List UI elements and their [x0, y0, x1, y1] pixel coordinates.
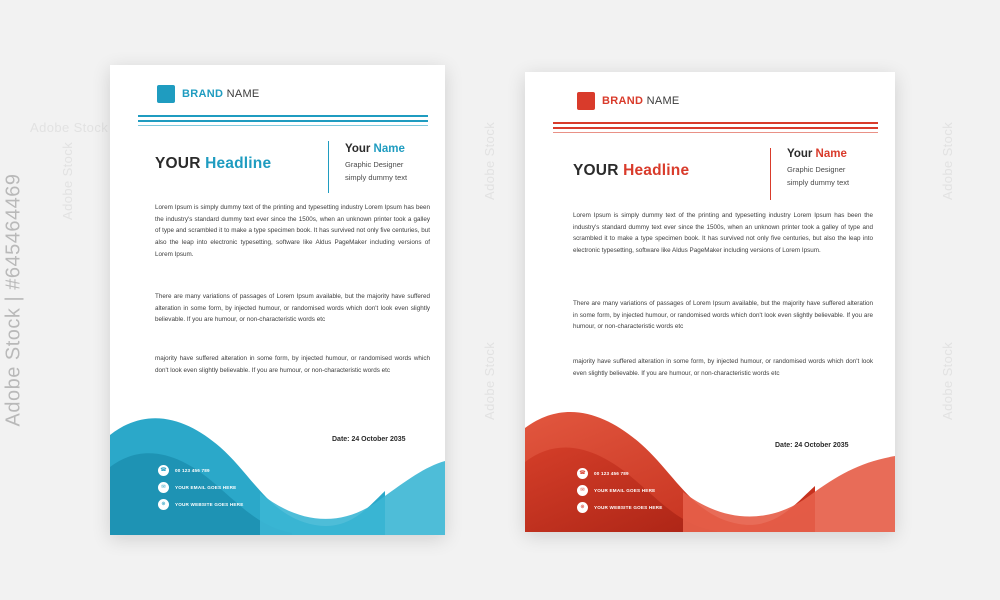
contact-row[interactable]	[577, 468, 662, 479]
brand-square-icon	[577, 92, 595, 110]
brand-name: BRAND NAME	[182, 88, 260, 100]
person-name: Your Name	[345, 143, 405, 155]
person-name: Your Name	[787, 148, 847, 160]
watermark-tile: Adobe Stock	[60, 141, 75, 220]
contact-person-block	[345, 143, 407, 182]
contact-info-list	[158, 465, 243, 510]
page-headline: YOUR Headline	[573, 162, 690, 179]
contact-row[interactable]	[158, 499, 243, 510]
decorative-wave-shape	[110, 375, 445, 535]
contact-row[interactable]	[577, 485, 662, 496]
contact-text: YOUR EMAIL GOES HERE	[594, 488, 656, 493]
divider-line	[770, 148, 771, 200]
body-paragraph-1: Lorem Ipsum is simply dummy text of the printing and typesetting industry Lorem Ipsum has been the industry's standard dummy text ever since the 1500s, when an unknown printer took a galley of type and scrambled it to make a type specimen book. It has survived not only five centuries, but also the leap into electronic typesetting, software like Aldus PageMaker including versions of Lorem Ipsum.	[155, 204, 430, 258]
phone-icon: ☎	[158, 465, 169, 476]
letterhead-red	[525, 72, 895, 532]
watermark-tile: Adobe Stock	[482, 121, 497, 200]
contact-person-block	[787, 148, 849, 187]
header-rule-2	[553, 127, 878, 129]
contact-text: YOUR WEBSITE GOES HERE	[175, 502, 244, 507]
body-paragraph-1: Lorem Ipsum is simply dummy text of the printing and typesetting industry Lorem Ipsum has been the industry's standard dummy text ever since the 1500s, when an unknown printer took a galley of type and scrambled it to make a type specimen book. It has survived not only five centuries, but also the leap into electronic typesetting, software like Aldus PageMaker including versions of Lorem Ipsum.	[573, 212, 873, 254]
date-label: Date: 24 October 2035	[332, 436, 406, 443]
contact-row[interactable]	[158, 465, 243, 476]
body-paragraph-2: There are many variations of passages of Lorem Ipsum available, but the majority have suffered alteration in some form, by injected humour, or randomised words which don't look even slightly believable. If you are humour, or non-characteristic words etc	[155, 293, 430, 324]
body-paragraph-3: majority have suffered alteration in some form, by injected humour, or randomised words which don't look even slightly believable. If you are humour, or non-characteristic words etc	[573, 358, 873, 377]
mail-icon: ✉	[158, 482, 169, 493]
mail-icon: ✉	[577, 485, 588, 496]
watermark-tile: Adobe Stock	[30, 120, 109, 135]
phone-icon: ☎	[577, 468, 588, 479]
person-role: Graphic Designer	[787, 165, 846, 174]
header-rule-2	[138, 120, 428, 122]
stock-id-watermark: Adobe Stock | #645464469	[2, 173, 25, 427]
contact-text: YOUR WEBSITE GOES HERE	[594, 505, 663, 510]
brand-logo	[577, 92, 680, 110]
watermark-tile: Adobe Stock	[482, 341, 497, 420]
divider-line	[328, 141, 329, 193]
body-paragraph-2: There are many variations of passages of Lorem Ipsum available, but the majority have suffered alteration in some form, by injected humour, or randomised words which don't look even slightly believable. If you are humour, or non-characteristic words etc	[573, 300, 873, 331]
date-label: Date: 24 October 2035	[775, 442, 849, 449]
contact-text: 00 123 456 789	[594, 471, 629, 476]
contact-row[interactable]	[577, 502, 662, 513]
contact-text: YOUR EMAIL GOES HERE	[175, 485, 237, 490]
brand-name: BRAND NAME	[602, 95, 680, 107]
contact-info-list	[577, 468, 662, 513]
page-headline: YOUR Headline	[155, 155, 272, 172]
person-role: Graphic Designer	[345, 160, 404, 169]
person-subtitle: simply dummy text	[787, 178, 850, 187]
watermark-tile: Adobe Stock	[940, 121, 955, 200]
brand-logo	[157, 85, 260, 103]
contact-row[interactable]	[158, 482, 243, 493]
contact-text: 00 123 456 789	[175, 468, 210, 473]
globe-icon: ⊕	[158, 499, 169, 510]
body-paragraph-3: majority have suffered alteration in some form, by injected humour, or randomised words which don't look even slightly believable. If you are humour, or non-characteristic words etc	[155, 355, 430, 374]
letterhead-blue	[110, 65, 445, 535]
brand-square-icon	[157, 85, 175, 103]
person-subtitle: simply dummy text	[345, 173, 408, 182]
header-rule-3	[553, 132, 878, 133]
header-rule-1	[138, 115, 428, 117]
watermark-tile: Adobe Stock	[940, 341, 955, 420]
header-rule-1	[553, 122, 878, 124]
globe-icon: ⊕	[577, 502, 588, 513]
header-rule-3	[138, 125, 428, 126]
